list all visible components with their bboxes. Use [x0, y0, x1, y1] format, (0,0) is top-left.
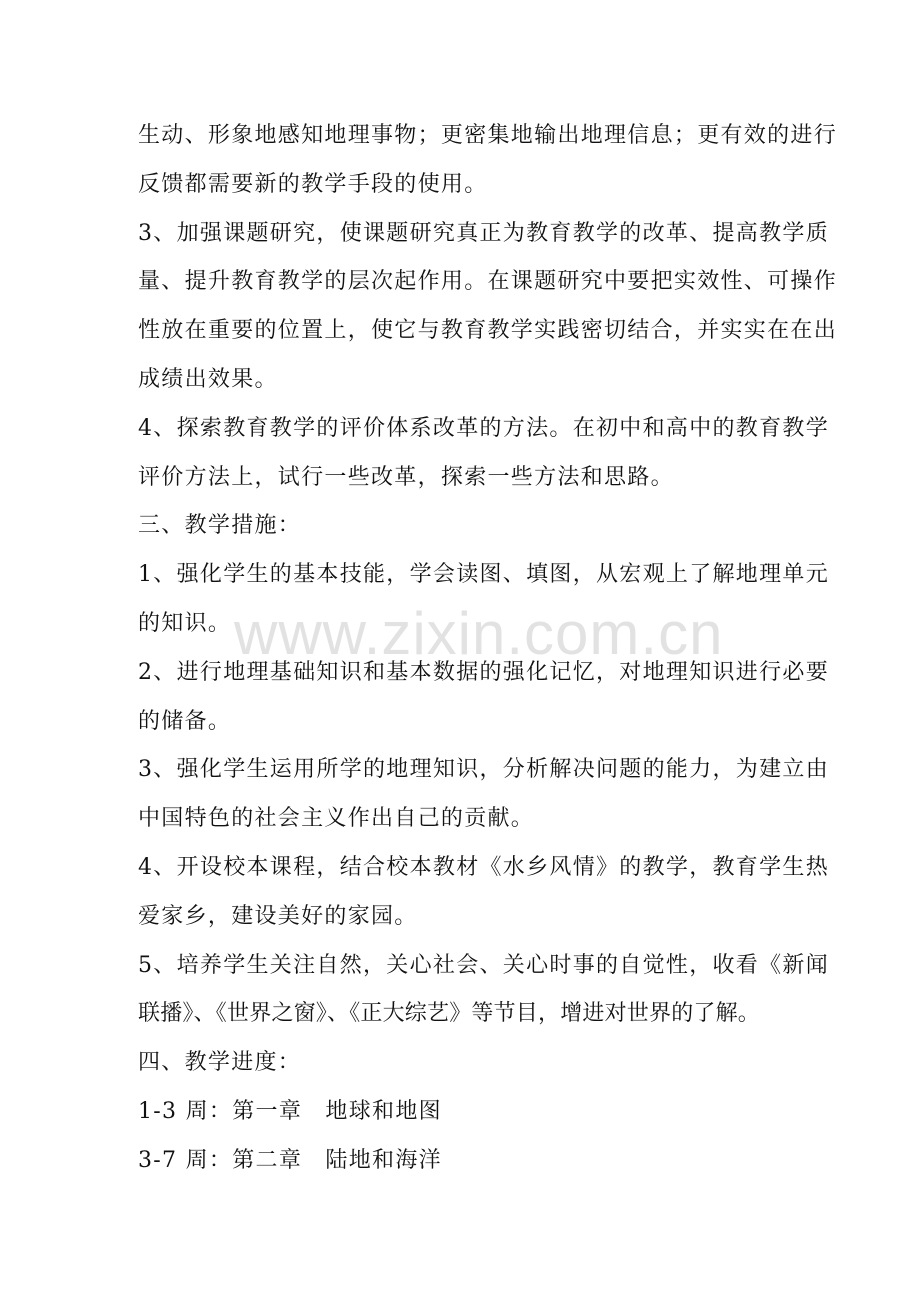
section-heading: 三、教学措施： — [138, 513, 302, 539]
paragraph-line: 3、加强课题研究，使课题研究真正为教育教学的改革、提高教学质 — [138, 220, 829, 246]
paragraph-line: 4、开设校本课程，结合校本教材《水乡风情》的教学，教育学生热 — [138, 854, 829, 880]
paragraph-line: 性放在重要的位置上，使它与教育教学实践密切结合，并实实在在出 — [138, 318, 838, 344]
schedule-item: 3-7 周：第二章 陆地和海洋 — [138, 1147, 442, 1173]
paragraph-line: 5、培养学生关注自然，关心社会、关心时事的自觉性，收看《新闻 — [138, 952, 829, 978]
paragraph-line: 2、进行地理基础知识和基本数据的强化记忆，对地理知识进行必要 — [138, 659, 829, 685]
schedule-item: 1-3 周：第一章 地球和地图 — [138, 1098, 442, 1124]
paragraph-line: 的知识。 — [138, 610, 232, 636]
paragraph-line: 生动、形象地感知地理事物；更密集地输出地理信息；更有效的进行 — [138, 123, 838, 148]
paragraph-line: 反馈都需要新的教学手段的使用。 — [138, 171, 488, 197]
paragraph-line: 量、提升教育教学的层次起作用。在课题研究中要把实效性、可操作 — [138, 269, 838, 295]
section-heading: 四、教学进度： — [138, 1050, 302, 1076]
watermark-text: www.zixin.com.cn — [234, 600, 724, 667]
paragraph-line: 中国特色的社会主义作出自己的贡献。 — [138, 806, 535, 832]
document-body — [138, 112, 838, 1186]
paragraph-line: 1、强化学生的基本技能，学会读图、填图，从宏观上了解地理单元 — [138, 562, 829, 588]
paragraph-line: 4、探索教育教学的评价体系改革的方法。在初中和高中的教育教学 — [138, 415, 829, 441]
paragraph-line: 联播》、《世界之窗》、《正大综艺》等节目，增进对世界的了解。 — [138, 1001, 761, 1027]
paragraph-line: 的储备。 — [138, 708, 232, 734]
paragraph-line: 评价方法上，试行一些改革，探索一些方法和思路。 — [138, 464, 674, 490]
paragraph-line: 成绩出效果。 — [138, 366, 278, 392]
paragraph-line: 3、强化学生运用所学的地理知识，分析解决问题的能力，为建立由 — [138, 757, 829, 783]
paragraph-line: 爱家乡，建设美好的家园。 — [138, 903, 418, 929]
